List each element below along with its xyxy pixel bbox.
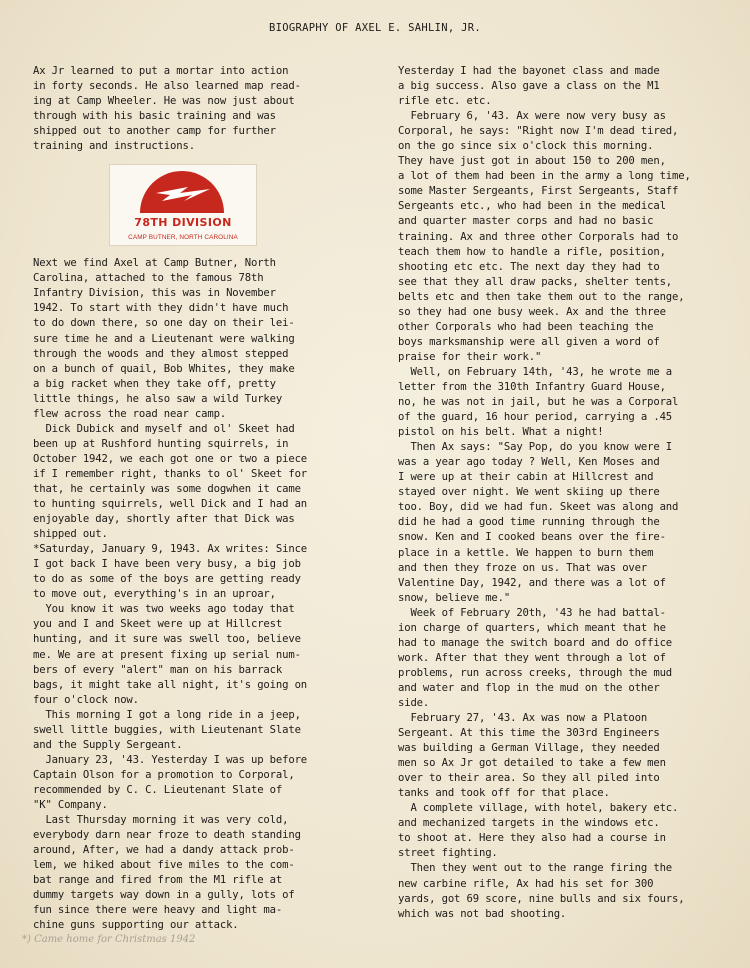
right-column — [398, 64, 738, 922]
text-line: men so Ax Jr got detailed to take a few men — [398, 757, 666, 770]
text-line: 1942. To start with they didn't have much — [33, 302, 289, 315]
text-line: everybody darn near froze to death standing — [33, 829, 301, 842]
insignia-title: 78TH DIVISION — [134, 216, 232, 230]
lightning-bolt-icon — [136, 169, 228, 215]
text-line: stayed over night. We went skiing up there — [398, 486, 660, 499]
text-line: You know it was two weeks ago today that — [33, 603, 295, 616]
text-line: snow, believe me." — [398, 591, 511, 604]
text-line: boys marksmanship were all given a word of — [398, 335, 660, 348]
text-line: Then they went out to the range firing the — [398, 862, 673, 875]
text-line: that, he certainly was some dogwhen it came — [33, 482, 301, 495]
text-line: Week of February 20th, '43 he had battal- — [398, 606, 666, 619]
text-line: swell little buggies, with Lieutenant Slate — [33, 723, 301, 736]
text-line: a lot of them had been in the army a long time, — [398, 170, 691, 183]
text-line: Carolina, attached to the famous 78th — [33, 272, 264, 285]
text-line: was a year ago today ? Well, Ken Moses and — [398, 456, 660, 469]
text-line: October 1942, we each got one or two a piece — [33, 452, 308, 465]
text-line: teach them how to handle a rifle, position, — [398, 245, 666, 258]
text-line: and mechanized targets in the windows etc. — [398, 817, 660, 830]
text-line: work. After that they went through a lot of — [398, 651, 666, 664]
text-line: praise for their work." — [398, 350, 542, 363]
text-line: shipped out to another camp for further — [33, 125, 276, 138]
text-line: of the guard, 16 hour period, carrying a .45 — [398, 411, 673, 424]
left-text-block-bottom — [33, 256, 369, 933]
text-line: They have just got in about 150 to 200 men, — [398, 155, 666, 168]
text-line: side. — [398, 696, 430, 709]
text-line: a big racket when they take off, pretty — [33, 377, 276, 390]
text-line: over to their area. So they all piled into — [398, 772, 660, 785]
text-line: rifle etc. etc. — [398, 95, 492, 108]
text-line: to hunting squirrels, well Dick and I had an — [33, 498, 308, 511]
text-line: place in a kettle. We happen to burn them — [398, 546, 654, 559]
text-line: Dick Dubick and myself and ol' Skeet had — [33, 422, 295, 435]
text-line: Sergeants etc., who had been in the medical — [398, 200, 666, 213]
text-line: Infantry Division, this was in November — [33, 287, 276, 300]
text-line: too. Boy, did we had fun. Skeet was along and — [398, 501, 679, 514]
text-line: and water and flop in the mud on the other — [398, 681, 660, 694]
text-line: in forty seconds. He also learned map read- — [33, 80, 301, 93]
text-line: problems, run across creeks, through the mud — [398, 666, 673, 679]
text-line: around, After, we had a dandy attack prob- — [33, 844, 295, 857]
text-line: on the go since six o'clock this morning. — [398, 140, 654, 153]
text-line: training. Ax and three other Corporals had to — [398, 230, 679, 243]
text-line: flew across the road near camp. — [33, 407, 227, 420]
text-line: through the woods and they almost stepped — [33, 347, 289, 360]
text-line: and quarter master corps and had no basic — [398, 215, 654, 228]
text-line: A complete village, with hotel, bakery etc. — [398, 802, 679, 815]
text-line: four o'clock now. — [33, 693, 139, 706]
text-line: had to manage the switch board and do office — [398, 636, 673, 649]
text-line: snow. Ken and I cooked beans over the fire- — [398, 531, 666, 544]
text-line: I were up at their cabin at Hillcrest and — [398, 471, 654, 484]
text-line: *Saturday, January 9, 1943. Ax writes: Since — [33, 543, 308, 556]
text-line: to do down there, so one day on their lei- — [33, 317, 295, 330]
left-text-block-top — [33, 64, 369, 154]
text-line: January 23, '43. Yesterday I was up before — [33, 753, 308, 766]
text-line: to move out, everything's in an uproar, — [33, 588, 276, 601]
text-line: which was not bad shooting. — [398, 907, 567, 920]
text-line: bat range and fired from the M1 rifle at — [33, 874, 283, 887]
text-line: on a bunch of quail, Bob Whites, they make — [33, 362, 295, 375]
text-line: letter from the 310th Infantry Guard House, — [398, 380, 666, 393]
text-line: through with his basic training and was — [33, 110, 276, 123]
text-line: Ax Jr learned to put a mortar into action — [33, 65, 289, 77]
division-insignia — [109, 164, 257, 246]
text-line: training and instructions. — [33, 140, 195, 153]
text-line: bags, it might take all night, it's going on — [33, 678, 308, 691]
text-line: bers of every "alert" man on his barrack — [33, 663, 283, 676]
text-line: you and I and Skeet were up at Hillcrest — [33, 618, 283, 631]
text-line: no, he was not in jail, but he was a Corporal — [398, 396, 679, 409]
text-line: shooting etc etc. The next day they had to — [398, 260, 660, 273]
text-line: to shoot at. Here they also had a course in — [398, 832, 666, 845]
text-line: tanks and took off for that place. — [398, 787, 610, 800]
text-line: Corporal, he says: "Right now I'm dead tired, — [398, 125, 679, 138]
text-line: pistol on his belt. What a night! — [398, 426, 604, 439]
text-line: me. We are at present fixing up serial num- — [33, 648, 301, 661]
text-line: if I remember right, thanks to ol' Skeet for — [33, 467, 308, 480]
text-line: dummy targets way down in a gully, lots of — [33, 889, 295, 902]
text-line: Yesterday I had the bayonet class and made — [398, 65, 660, 77]
text-line: Then Ax says: "Say Pop, do you know were I — [398, 441, 673, 454]
text-line: "K" Company. — [33, 798, 108, 811]
text-line: Well, on February 14th, '43, he wrote me a — [398, 365, 673, 378]
text-line: a big success. Also gave a class on the M1 — [398, 80, 660, 93]
text-line: other Corporals who had been teaching the — [398, 320, 654, 333]
text-line: Valentine Day, 1942, and there was a lot of — [398, 576, 666, 589]
text-line: lem, we hiked about five miles to the com- — [33, 859, 295, 872]
text-line: enjoyable day, shortly after that Dick was — [33, 513, 295, 526]
text-line: I got back I have been very busy, a big job — [33, 558, 301, 571]
text-line: little things, he also saw a wild Turkey — [33, 392, 283, 405]
text-line: Next we find Axel at Camp Butner, North — [33, 257, 276, 270]
left-column — [33, 64, 369, 933]
text-line: was building a German Village, they needed — [398, 742, 660, 755]
text-line: ion charge of quarters, which meant that he — [398, 621, 666, 634]
text-line: Sergeant. At this time the 303rd Engineers — [398, 727, 660, 740]
text-line: been up at Rushford hunting squirrels, in — [33, 437, 289, 450]
text-line: recommended by C. C. Lieutenant Slate of — [33, 783, 283, 796]
text-line: fun since there were heavy and light ma- — [33, 904, 283, 917]
text-line: belts etc and then take them out to the range, — [398, 290, 685, 303]
text-line: Captain Olson for a promotion to Corporal, — [33, 768, 295, 781]
text-line: yards, got 69 score, nine bulls and six fours, — [398, 892, 685, 905]
text-line: did he had a good time running through the — [398, 516, 660, 529]
text-line: ing at Camp Wheeler. He was now just about — [33, 95, 295, 108]
text-line: some Master Sergeants, First Sergeants, Staff — [398, 185, 679, 198]
text-line: see that they all draw packs, shelter tents, — [398, 275, 673, 288]
text-line: chine guns supporting our attack. — [33, 919, 239, 932]
text-line: to do as some of the boys are getting ready — [33, 573, 301, 586]
text-line: so they had one busy week. Ax and the three — [398, 305, 666, 318]
text-line: February 6, '43. Ax were now very busy as — [398, 110, 666, 123]
text-line: This morning I got a long ride in a jeep, — [33, 708, 301, 721]
text-line: Last Thursday morning it was very cold, — [33, 814, 289, 827]
text-line: hunting, and it sure was swell too, believe — [33, 633, 301, 646]
text-line: February 27, '43. Ax was now a Platoon — [398, 712, 648, 725]
text-line: sure time he and a Lieutenant were walking — [33, 332, 295, 345]
text-line: and the Supply Sergeant. — [33, 738, 183, 751]
text-line: shipped out. — [33, 528, 108, 541]
insignia-subtitle: CAMP BUTNER, NORTH CAROLINA — [128, 234, 238, 242]
text-line: street fighting. — [398, 847, 498, 860]
text-line: new carbine rifle, Ax had his set for 300 — [398, 877, 654, 890]
right-text-block — [398, 64, 738, 922]
page-title: BIOGRAPHY OF AXEL E. SAHLIN, JR. — [269, 22, 481, 34]
handwritten-margin-note: *) Came home for Christmas 1942 — [22, 934, 196, 945]
text-line: and then they froze on us. That was over — [398, 561, 648, 574]
